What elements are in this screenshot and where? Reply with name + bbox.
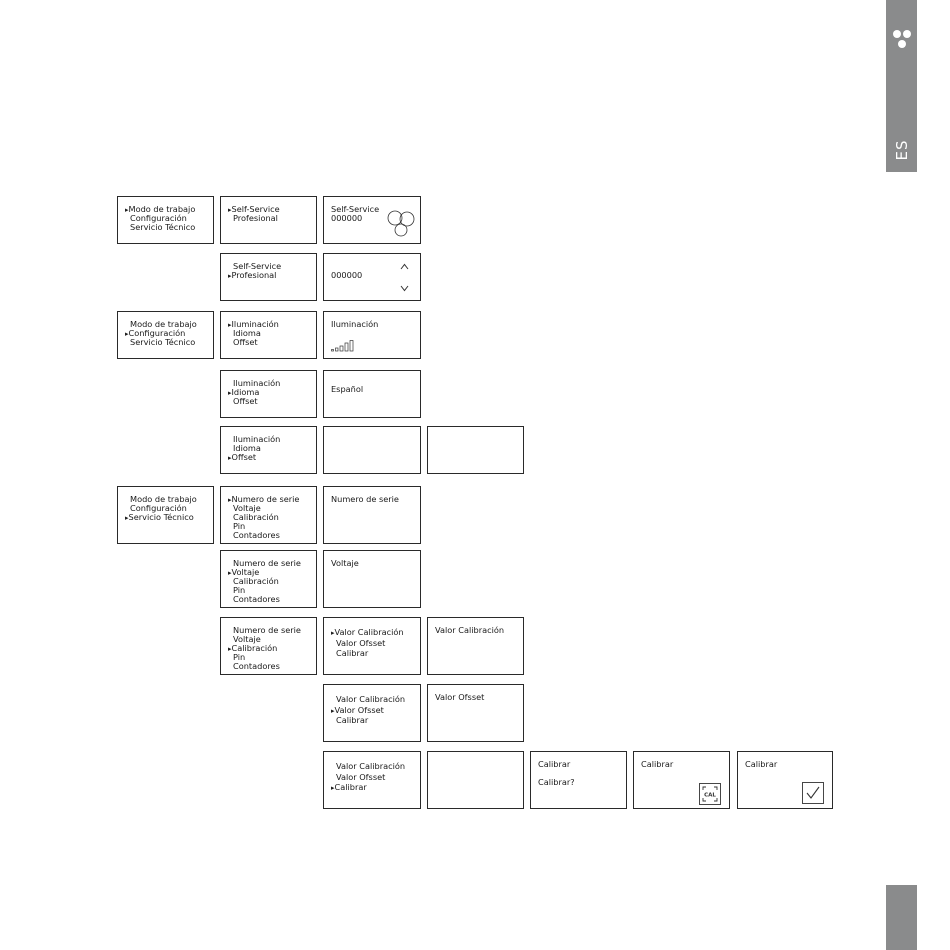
code-value: 000000	[331, 270, 363, 280]
three-circles-icon	[386, 208, 416, 238]
menu-item: ▸ Modo de trabajo	[125, 205, 207, 214]
screen-title: Iluminación	[331, 319, 379, 329]
code-value: 000000	[331, 213, 363, 223]
brightness-bars-icon	[331, 340, 355, 352]
menu-item: Modo de trabajo	[130, 494, 197, 504]
screen-title: Self-Service	[331, 204, 380, 214]
screen-numero-serie	[323, 486, 421, 544]
menu-item: Configuración	[130, 213, 187, 223]
screen-title: Valor Calibración	[435, 625, 505, 635]
menu-item: Contadores	[233, 594, 280, 604]
chevron-down-icon	[400, 285, 409, 292]
menu-calib-valor	[323, 617, 421, 675]
menu-item: Calibrar	[336, 648, 369, 658]
menu-main-configuracion	[117, 311, 214, 359]
menu-item: Idioma	[233, 328, 261, 338]
menu-servicio-numero	[220, 486, 317, 544]
question-text: Calibrar?	[538, 777, 575, 787]
menu-calib-calibrar	[323, 751, 421, 809]
menu-config-iluminacion	[220, 311, 317, 359]
screen-title: Numero de serie	[331, 494, 399, 504]
menu-modo-self	[220, 196, 317, 244]
screen-valor-offset	[427, 684, 524, 742]
menu-main-modo	[117, 196, 214, 244]
menu-item: Pin	[233, 521, 246, 531]
menu-servicio-voltaje	[220, 550, 317, 608]
menu-item: Valor Calibración	[336, 761, 406, 771]
menu-item: Valor Ofsset	[336, 771, 386, 782]
menu-item: ▸ Configuración	[125, 329, 207, 338]
screen-offset-empty	[323, 426, 421, 474]
menu-item: Valor Ofsset	[336, 637, 386, 648]
screen-iluminacion	[323, 311, 421, 359]
menu-item: ▸ Offset	[228, 453, 310, 462]
menu-item: Offset	[233, 337, 258, 347]
side-tab-top	[886, 0, 917, 172]
screen-calibrar-question	[530, 751, 627, 809]
language-label: ES	[893, 139, 911, 161]
menu-item: Pin	[233, 585, 246, 595]
menu-item: ▸ Profesional	[228, 271, 310, 280]
side-tab-bottom	[886, 885, 917, 950]
menu-item: Iluminación	[233, 378, 281, 388]
screen-offset-value-empty	[427, 426, 524, 474]
screen-title: Voltaje	[331, 558, 359, 568]
checkmark-icon	[802, 782, 824, 804]
menu-item: Contadores	[233, 661, 280, 671]
menu-item: Voltaje	[233, 503, 261, 513]
menu-config-offset	[220, 426, 317, 474]
menu-item: Contadores	[233, 530, 280, 540]
menu-item: Profesional	[233, 213, 278, 223]
menu-item: Idioma	[233, 443, 261, 453]
menu-item: ▸ Servicio Técnico	[125, 513, 207, 522]
cal-badge-text: CAL	[704, 792, 716, 799]
menu-item: Iluminación	[233, 434, 281, 444]
menu-item: Pin	[233, 652, 246, 662]
screen-voltaje	[323, 550, 421, 608]
menu-modo-profesional	[220, 253, 317, 301]
menu-item: ▸ Voltaje	[228, 568, 310, 577]
menu-servicio-calibracion	[220, 617, 317, 675]
screen-title: Calibrar	[745, 759, 778, 769]
chevron-up-icon	[400, 263, 409, 270]
screen-title: Calibrar	[641, 759, 674, 769]
menu-main-servicio	[117, 486, 214, 544]
menu-item: Modo de trabajo	[130, 319, 197, 329]
menu-item: ▸ Iluminación	[228, 320, 310, 329]
screen-calibrar-empty	[427, 751, 524, 809]
screen-calibrar-done	[737, 751, 833, 809]
menu-item: Numero de serie	[233, 558, 301, 568]
screen-profesional	[323, 253, 421, 301]
menu-item: ▸ Valor Ofsset	[331, 705, 414, 716]
menu-item: Calibración	[233, 576, 279, 586]
menu-item: ▸ Self-Service	[228, 205, 310, 214]
menu-item: Numero de serie	[233, 625, 301, 635]
language-value: Español	[331, 384, 364, 394]
cal-icon	[699, 783, 721, 805]
screen-idioma	[323, 370, 421, 418]
menu-item: Calibrar	[336, 715, 369, 725]
menu-item: ▸ Numero de serie	[228, 495, 310, 504]
menu-calib-offset	[323, 684, 421, 742]
menu-item: ▸ Idioma	[228, 388, 310, 397]
screen-valor-calibracion	[427, 617, 524, 675]
menu-item: ▸ Calibración	[228, 644, 310, 653]
menu-config-idioma	[220, 370, 317, 418]
menu-item: ▸ Calibrar	[331, 782, 414, 793]
screen-self-service	[323, 196, 421, 244]
three-dots-logo-icon	[892, 28, 912, 50]
menu-item: Offset	[233, 396, 258, 406]
menu-item: Valor Calibración	[336, 694, 406, 704]
screen-calibrar-progress	[633, 751, 730, 809]
menu-item: Calibración	[233, 512, 279, 522]
menu-item: Servicio Técnico	[130, 337, 196, 347]
menu-item: Configuración	[130, 503, 187, 513]
menu-item: ▸ Valor Calibración	[331, 627, 414, 638]
menu-item: Voltaje	[233, 634, 261, 644]
menu-item: Self-Service	[233, 261, 282, 271]
menu-item: Servicio Técnico	[130, 222, 196, 232]
screen-title: Valor Ofsset	[435, 692, 485, 702]
screen-title: Calibrar	[538, 759, 571, 769]
